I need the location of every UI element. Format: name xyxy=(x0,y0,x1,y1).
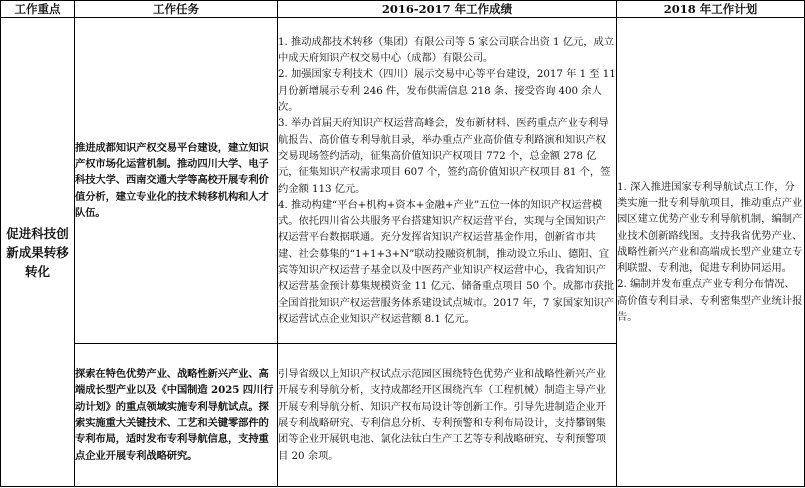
results-cell-2: 引导省级以上知识产权试点示范园区围绕特色优势产业和战略性新兴产业开展专利导航分析，支持成都经开区围绕汽车（工程机械）制造主导产业开展专利导航分析、知识产权布局设计等创新工作。引导先进制造企业开展专利战略研究、专利信息分析、专利预警和专利布局设计，支持攀钢集团等企业开展钒电池、氯化法钛白生产工艺等专利战略研究、专利预警项目 20 余项。 xyxy=(278,344,617,487)
plan-item: 2. 编制并发布重点产业专利分布情况、高价值专利目录、专利密集型产业统计报告。 xyxy=(617,278,803,324)
header-results: 2016-2017 年工作成绩 xyxy=(278,1,617,18)
results-item: 2. 加强国家专利技术（四川）展示交易中心等平台建设，2017 年 1 至 11 月份新增展示专利 246 件，发布供需信息 218 条、接受咨询 400 余人次。 xyxy=(278,68,616,114)
task-cell-1: 推进成都知识产权交易平台建设，建立知识产权市场化运营机制。推动四川大学、电子科技大学、西南交通大学等高校开展专利价值分析，建立专业化的技术转移机构和人才队伍。 xyxy=(75,18,278,344)
plan-2018-cell xyxy=(617,18,805,487)
table-row xyxy=(1,18,805,344)
header-row xyxy=(1,1,805,18)
header-plan: 2018 年工作计划 xyxy=(617,1,805,18)
task-cell-2: 探索在特色优势产业、战略性新兴产业、高端成长型产业以及《中国制造 2025 四川行动计划》的重点领域实施专利导航试点。探索实施重大关键技术、工艺和关键零部件的专利布局，适时发布专利导航信息，支持重点企业开展专利战略研究。 xyxy=(75,344,278,487)
header-task: 工作任务 xyxy=(75,1,278,18)
plan-item: 1. 深入推进国家专利导航试点工作，分类实施一批专利导航项目，推动重点产业园区建立优势产业专利导航机制，编制产业技术创新路线图。支持我省优势产业、战略性新兴产业和高端成长型产业建立专利联盟、专利池，促进专利协同运用。 xyxy=(617,180,803,275)
results-cell-1 xyxy=(278,18,617,344)
header-focus: 工作重点 xyxy=(1,1,75,18)
results-item: 4. 推动构建“平台+机构+资本+金融+产业”五位一体的知识产权运营模式。依托四川省公共服务平台搭建知识产权运营平台，实现与全国知识产权运营平台数据联通。充分发挥省知识产权运营基金作用，创新省市共建、社会募集的“1+1+3+N”联动投融资机制，推动设立乐山、德阳、宜宾等知识产权运营子基金以及中医药产业知识产权运营中心，我省知识产权运营基金预计募集规模资金 11 亿元、储备重点项目 50 个。成都市获批全国首批知识产权运营服务体系建设试点城市。2017 年，7 家国家知识产权运营试点企业知识产权运营额 8.1 亿元。 xyxy=(278,198,615,325)
focus-cell: 促进科技创新成果转移转化 xyxy=(1,18,75,487)
results-item: 3. 举办首届天府知识产权运营高峰会，发布新材料、医药重点产业专利导航报告、高价值专利导航目录，举办重点产业高价值专利路演和知识产权交易现场签约活动，征集高价值知识产权项目 772 个，总金额 278 亿元，征集知识产权需求项目 607 个，签约高价值知识产权项目 81 个，签约金额 113 亿元。 xyxy=(278,117,611,195)
results-item: 1. 推动成都技术转移（集团）有限公司等 5 家公司联合出资 1 亿元，成立中成天府知识产权交易中心（成都）有限公司。 xyxy=(278,35,615,65)
